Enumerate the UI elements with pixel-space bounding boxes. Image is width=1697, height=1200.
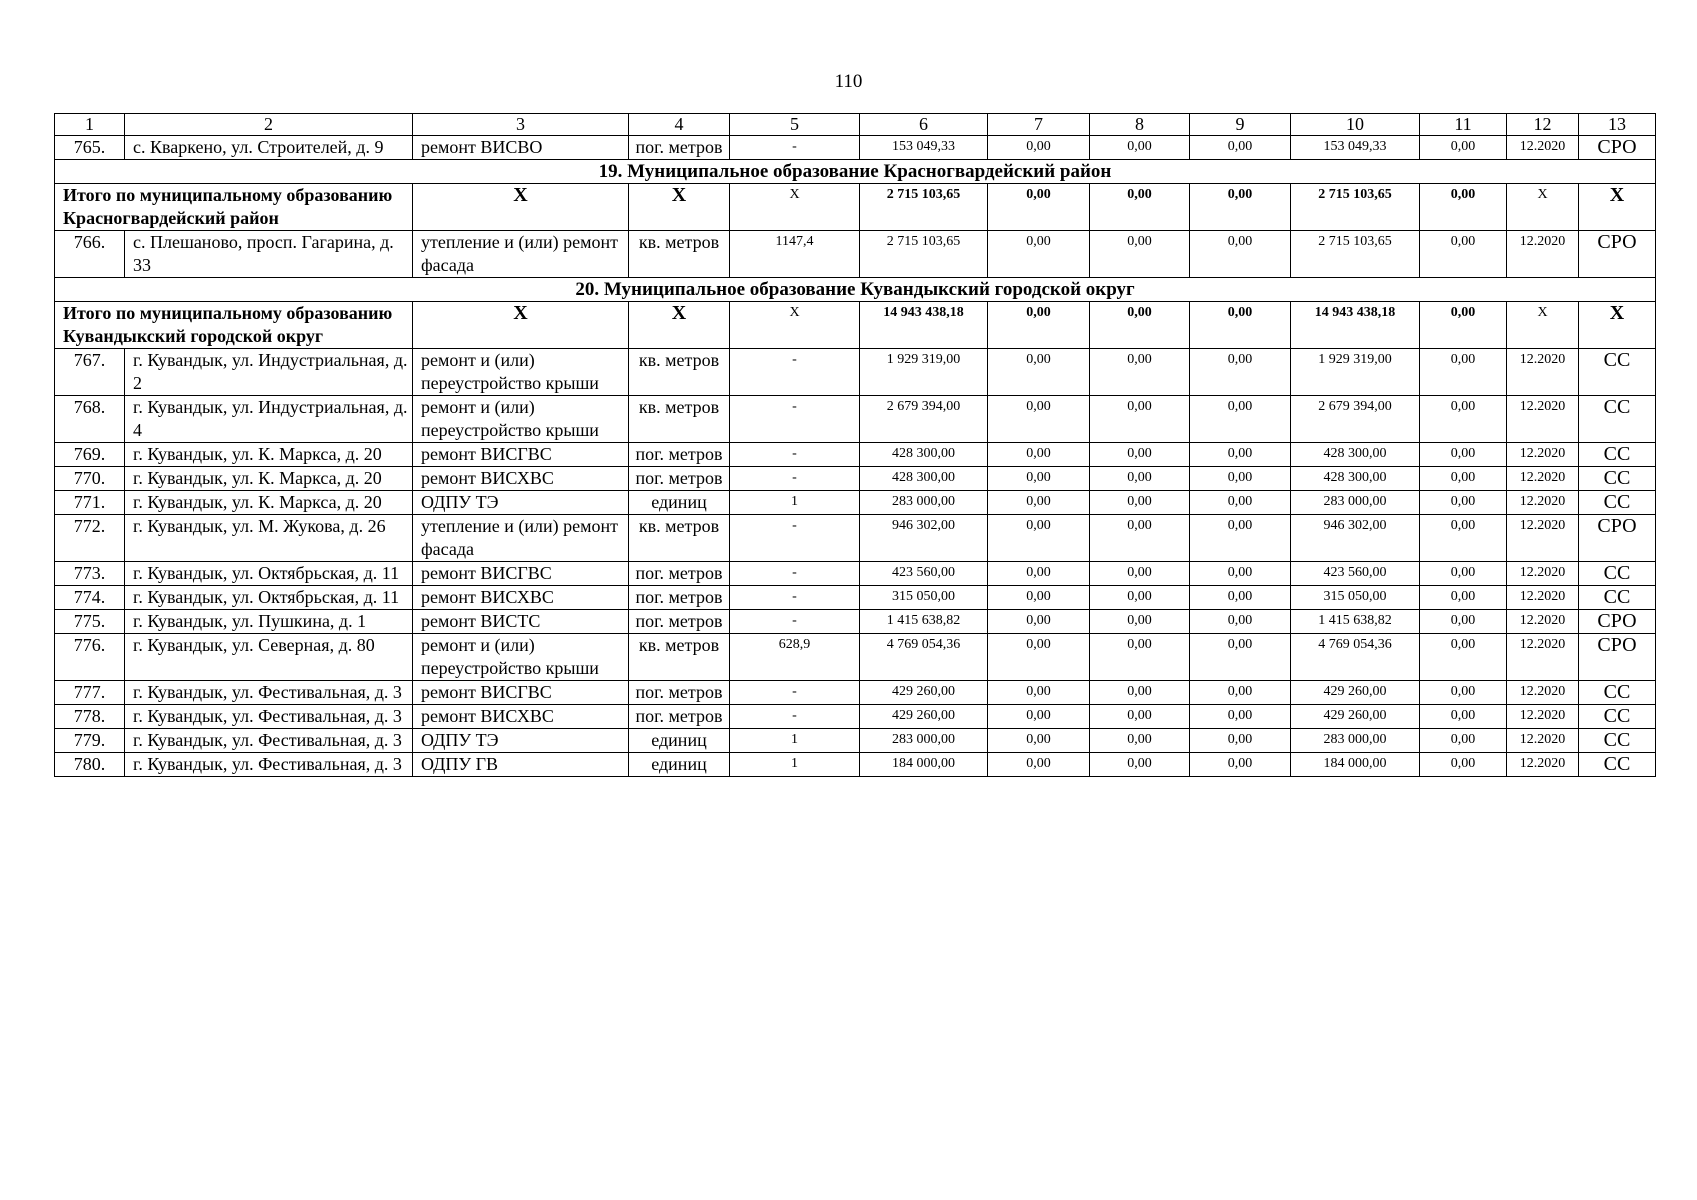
amount-cell: 0,00 [1420,562,1507,586]
quantity-cell: - [730,515,860,562]
amount-cell: 4 769 054,36 [1291,634,1420,681]
amount-cell: 0,00 [1190,349,1291,396]
amount-cell: 0,00 [988,729,1090,753]
amount-cell: 0,00 [1190,562,1291,586]
amount-cell: 184 000,00 [1291,753,1420,777]
work-type-cell: ремонт и (или) переустройство крыши [413,634,629,681]
amount-cell: 0,00 [1420,586,1507,610]
amount-cell: 429 260,00 [860,681,988,705]
amount-cell: 184 000,00 [860,753,988,777]
total-x-cell: Х [1579,184,1656,231]
amount-cell: 0,00 [988,634,1090,681]
quantity-cell: - [730,562,860,586]
amount-cell: 1 415 638,82 [1291,610,1420,634]
section-header-row [55,160,1656,184]
work-type-cell: ремонт ВИСХВС [413,705,629,729]
address-cell: г. Кувандык, ул. К. Маркса, д. 20 [125,467,413,491]
address-cell: г. Кувандык, ул. Индустриальная, д. 4 [125,396,413,443]
amount-cell: 0,00 [1190,634,1291,681]
amount-cell: 0,00 [1190,586,1291,610]
amount-cell: 0,00 [1190,396,1291,443]
unit-cell: пог. метров [629,136,730,160]
row-number-cell: 778. [55,705,125,729]
amount-cell: 0,00 [1190,467,1291,491]
work-type-cell: ремонт ВИСТС [413,610,629,634]
amount-cell: 1 929 319,00 [860,349,988,396]
amount-cell: 12.2020 [1507,705,1579,729]
row-number-cell: 776. [55,634,125,681]
amount-cell: 0,00 [1090,443,1190,467]
work-type-cell: ремонт ВИСГВС [413,681,629,705]
address-cell: г. Кувандык, ул. Индустриальная, д. 2 [125,349,413,396]
funding-method-cell: СРО [1579,634,1656,681]
amount-cell: 0,00 [1420,467,1507,491]
table-row [55,349,1656,396]
amount-cell: 12.2020 [1507,491,1579,515]
amount-cell: 12.2020 [1507,562,1579,586]
unit-cell: пог. метров [629,681,730,705]
work-type-cell: ОДПУ ТЭ [413,491,629,515]
total-x-cell: Х [1507,302,1579,349]
amount-cell: 429 260,00 [1291,681,1420,705]
column-number-cell: 11 [1420,114,1507,136]
amount-cell: 0,00 [1090,586,1190,610]
work-type-cell: ремонт и (или) переустройство крыши [413,349,629,396]
funding-method-cell: СС [1579,681,1656,705]
unit-cell: единиц [629,491,730,515]
total-amount-cell: 0,00 [1190,302,1291,349]
amount-cell: 12.2020 [1507,681,1579,705]
amount-cell: 0,00 [1090,467,1190,491]
total-amount-cell: 2 715 103,65 [1291,184,1420,231]
amount-cell: 428 300,00 [1291,467,1420,491]
quantity-cell: - [730,586,860,610]
funding-method-cell: СС [1579,705,1656,729]
amount-cell: 0,00 [1420,515,1507,562]
total-row [55,302,1656,349]
row-number-cell: 774. [55,586,125,610]
table-row [55,705,1656,729]
total-x-cell: Х [1579,302,1656,349]
funding-method-cell: СС [1579,562,1656,586]
table-row [55,562,1656,586]
amount-cell: 12.2020 [1507,753,1579,777]
amount-cell: 12.2020 [1507,467,1579,491]
quantity-cell: - [730,396,860,443]
amount-cell: 0,00 [1090,729,1190,753]
amount-cell: 0,00 [1090,753,1190,777]
work-type-cell: ремонт и (или) переустройство крыши [413,396,629,443]
row-number-cell: 777. [55,681,125,705]
amount-cell: 0,00 [1190,610,1291,634]
amount-cell: 0,00 [1190,443,1291,467]
amount-cell: 0,00 [1190,705,1291,729]
amount-cell: 946 302,00 [1291,515,1420,562]
amount-cell: 0,00 [988,231,1090,278]
amount-cell: 0,00 [1420,136,1507,160]
address-cell: с. Плешаново, просп. Гагарина, д. 33 [125,231,413,278]
amount-cell: 0,00 [988,443,1090,467]
amount-cell: 0,00 [1090,349,1190,396]
amount-cell: 0,00 [1090,705,1190,729]
amount-cell: 428 300,00 [860,443,988,467]
total-amount-cell: 0,00 [988,184,1090,231]
unit-cell: кв. метров [629,231,730,278]
total-x-cell: Х [730,302,860,349]
address-cell: г. Кувандык, ул. К. Маркса, д. 20 [125,443,413,467]
amount-cell: 12.2020 [1507,634,1579,681]
row-number-cell: 769. [55,443,125,467]
table-row [55,136,1656,160]
row-number-cell: 772. [55,515,125,562]
amount-cell: 0,00 [1090,136,1190,160]
amount-cell: 0,00 [988,753,1090,777]
row-number-cell: 780. [55,753,125,777]
table-row [55,231,1656,278]
table-row [55,610,1656,634]
amount-cell: 0,00 [1190,515,1291,562]
address-cell: г. Кувандык, ул. М. Жукова, д. 26 [125,515,413,562]
column-number-cell: 4 [629,114,730,136]
funding-method-cell: СРО [1579,610,1656,634]
section-title: 20. Муниципальное образование Кувандыкский городской округ [55,278,1656,302]
funding-method-cell: СС [1579,443,1656,467]
column-number-cell: 3 [413,114,629,136]
work-type-cell: ОДПУ ГВ [413,753,629,777]
address-cell: г. Кувандык, ул. Фестивальная, д. 3 [125,705,413,729]
amount-cell: 0,00 [988,586,1090,610]
unit-cell: пог. метров [629,586,730,610]
column-number-cell: 6 [860,114,988,136]
amount-cell: 283 000,00 [860,729,988,753]
amount-cell: 2 715 103,65 [860,231,988,278]
funding-method-cell: СС [1579,753,1656,777]
amount-cell: 0,00 [988,349,1090,396]
amount-cell: 0,00 [1090,491,1190,515]
amount-cell: 0,00 [1190,729,1291,753]
amount-cell: 428 300,00 [1291,443,1420,467]
total-amount-cell: 0,00 [988,302,1090,349]
amount-cell: 429 260,00 [1291,705,1420,729]
amount-cell: 0,00 [988,515,1090,562]
work-type-cell: ОДПУ ТЭ [413,729,629,753]
amount-cell: 12.2020 [1507,136,1579,160]
total-x-cell: Х [730,184,860,231]
total-amount-cell: 14 943 438,18 [860,302,988,349]
total-x-cell: Х [629,302,730,349]
table-row [55,491,1656,515]
amount-cell: 0,00 [1090,231,1190,278]
total-x-cell: Х [629,184,730,231]
amount-cell: 2 679 394,00 [860,396,988,443]
table-row [55,515,1656,562]
address-cell: г. Кувандык, ул. К. Маркса, д. 20 [125,491,413,515]
unit-cell: пог. метров [629,705,730,729]
unit-cell: пог. метров [629,562,730,586]
amount-cell: 12.2020 [1507,396,1579,443]
amount-cell: 0,00 [1090,396,1190,443]
funding-method-cell: СС [1579,349,1656,396]
column-number-cell: 12 [1507,114,1579,136]
funding-method-cell: СС [1579,467,1656,491]
row-number-cell: 767. [55,349,125,396]
unit-cell: кв. метров [629,396,730,443]
amount-cell: 283 000,00 [860,491,988,515]
amount-cell: 0,00 [988,396,1090,443]
amount-cell: 4 769 054,36 [860,634,988,681]
column-number-cell: 1 [55,114,125,136]
amount-cell: 0,00 [1420,705,1507,729]
column-number-row [55,114,1656,136]
funding-method-cell: СРО [1579,231,1656,278]
work-type-cell: ремонт ВИСГВС [413,443,629,467]
column-number-cell: 10 [1291,114,1420,136]
unit-cell: кв. метров [629,515,730,562]
funding-method-cell: СС [1579,491,1656,515]
row-number-cell: 765. [55,136,125,160]
table-row [55,634,1656,681]
row-number-cell: 775. [55,610,125,634]
work-type-cell: утепление и (или) ремонт фасада [413,515,629,562]
amount-cell: 0,00 [1190,753,1291,777]
address-cell: г. Кувандык, ул. Октябрьская, д. 11 [125,562,413,586]
amount-cell: 0,00 [1190,491,1291,515]
table-row [55,467,1656,491]
table-row [55,681,1656,705]
quantity-cell: - [730,136,860,160]
address-cell: г. Кувандык, ул. Фестивальная, д. 3 [125,753,413,777]
total-label: Итого по муниципальному образованию Красногвардейский район [55,184,413,231]
amount-cell: 0,00 [988,705,1090,729]
amount-cell: 2 679 394,00 [1291,396,1420,443]
amount-cell: 423 560,00 [1291,562,1420,586]
row-number-cell: 779. [55,729,125,753]
quantity-cell: - [730,610,860,634]
row-number-cell: 771. [55,491,125,515]
amount-cell: 315 050,00 [860,586,988,610]
table-row [55,396,1656,443]
amount-cell: 153 049,33 [1291,136,1420,160]
amount-cell: 0,00 [1420,634,1507,681]
total-amount-cell: 0,00 [1420,302,1507,349]
funding-method-cell: СРО [1579,136,1656,160]
amount-cell: 0,00 [1420,610,1507,634]
amount-cell: 283 000,00 [1291,491,1420,515]
amount-cell: 12.2020 [1507,729,1579,753]
amount-cell: 12.2020 [1507,349,1579,396]
work-type-cell: ремонт ВИСХВС [413,586,629,610]
quantity-cell: - [730,705,860,729]
unit-cell: пог. метров [629,610,730,634]
total-row [55,184,1656,231]
total-label: Итого по муниципальному образованию Кувандыкский городской округ [55,302,413,349]
amount-cell: 0,00 [988,491,1090,515]
amount-cell: 153 049,33 [860,136,988,160]
address-cell: г. Кувандык, ул. Пушкина, д. 1 [125,610,413,634]
amount-cell: 0,00 [988,467,1090,491]
amount-cell: 0,00 [1420,349,1507,396]
page-number: 110 [834,71,863,92]
address-cell: с. Кваркено, ул. Строителей, д. 9 [125,136,413,160]
table-row [55,729,1656,753]
column-number-cell: 9 [1190,114,1291,136]
amount-cell: 283 000,00 [1291,729,1420,753]
amount-cell: 0,00 [1190,231,1291,278]
work-type-cell: утепление и (или) ремонт фасада [413,231,629,278]
column-number-cell: 13 [1579,114,1656,136]
total-amount-cell: 14 943 438,18 [1291,302,1420,349]
column-number-cell: 5 [730,114,860,136]
amount-cell: 1 929 319,00 [1291,349,1420,396]
row-number-cell: 770. [55,467,125,491]
total-x-cell: Х [413,184,629,231]
row-number-cell: 773. [55,562,125,586]
amount-cell: 0,00 [1420,753,1507,777]
total-amount-cell: 2 715 103,65 [860,184,988,231]
amount-cell: 2 715 103,65 [1291,231,1420,278]
funding-method-cell: СС [1579,396,1656,443]
unit-cell: пог. метров [629,467,730,491]
amount-cell: 0,00 [988,610,1090,634]
amount-cell: 423 560,00 [860,562,988,586]
unit-cell: пог. метров [629,443,730,467]
total-amount-cell: 0,00 [1420,184,1507,231]
amount-cell: 429 260,00 [860,705,988,729]
section-header-row [55,278,1656,302]
address-cell: г. Кувандык, ул. Октябрьская, д. 11 [125,586,413,610]
table-body [55,114,1656,777]
funding-method-cell: СРО [1579,515,1656,562]
unit-cell: кв. метров [629,634,730,681]
quantity-cell: - [730,681,860,705]
total-amount-cell: 0,00 [1090,184,1190,231]
unit-cell: единиц [629,753,730,777]
amount-cell: 0,00 [1420,681,1507,705]
amount-cell: 0,00 [1420,231,1507,278]
amount-cell: 12.2020 [1507,231,1579,278]
row-number-cell: 766. [55,231,125,278]
amount-cell: 0,00 [1190,136,1291,160]
amount-cell: 0,00 [1420,443,1507,467]
amount-cell: 0,00 [1090,634,1190,681]
row-number-cell: 768. [55,396,125,443]
unit-cell: кв. метров [629,349,730,396]
total-amount-cell: 0,00 [1090,302,1190,349]
amount-cell: 12.2020 [1507,586,1579,610]
quantity-cell: 628,9 [730,634,860,681]
quantity-cell: 1 [730,753,860,777]
amount-cell: 315 050,00 [1291,586,1420,610]
works-table [54,113,1656,777]
amount-cell: 0,00 [1420,491,1507,515]
amount-cell: 0,00 [1190,681,1291,705]
total-amount-cell: 0,00 [1190,184,1291,231]
table-row [55,443,1656,467]
unit-cell: единиц [629,729,730,753]
amount-cell: 0,00 [988,136,1090,160]
address-cell: г. Кувандык, ул. Фестивальная, д. 3 [125,681,413,705]
quantity-cell: 1 [730,729,860,753]
amount-cell: 0,00 [1090,562,1190,586]
column-number-cell: 2 [125,114,413,136]
amount-cell: 12.2020 [1507,610,1579,634]
amount-cell: 0,00 [1090,515,1190,562]
quantity-cell: - [730,349,860,396]
table-row [55,753,1656,777]
column-number-cell: 7 [988,114,1090,136]
amount-cell: 1 415 638,82 [860,610,988,634]
total-x-cell: Х [413,302,629,349]
amount-cell: 0,00 [1090,681,1190,705]
amount-cell: 0,00 [988,562,1090,586]
quantity-cell: 1 [730,491,860,515]
section-title: 19. Муниципальное образование Красногвардейский район [55,160,1656,184]
amount-cell: 12.2020 [1507,443,1579,467]
total-x-cell: Х [1507,184,1579,231]
work-type-cell: ремонт ВИСХВС [413,467,629,491]
amount-cell: 0,00 [1090,610,1190,634]
work-type-cell: ремонт ВИСГВС [413,562,629,586]
amount-cell: 12.2020 [1507,515,1579,562]
amount-cell: 0,00 [1420,729,1507,753]
work-type-cell: ремонт ВИСВО [413,136,629,160]
funding-method-cell: СС [1579,586,1656,610]
quantity-cell: - [730,443,860,467]
table-row [55,586,1656,610]
amount-cell: 428 300,00 [860,467,988,491]
quantity-cell: - [730,467,860,491]
address-cell: г. Кувандык, ул. Северная, д. 80 [125,634,413,681]
amount-cell: 0,00 [1420,396,1507,443]
amount-cell: 0,00 [988,681,1090,705]
address-cell: г. Кувандык, ул. Фестивальная, д. 3 [125,729,413,753]
funding-method-cell: СС [1579,729,1656,753]
amount-cell: 946 302,00 [860,515,988,562]
quantity-cell: 1147,4 [730,231,860,278]
column-number-cell: 8 [1090,114,1190,136]
